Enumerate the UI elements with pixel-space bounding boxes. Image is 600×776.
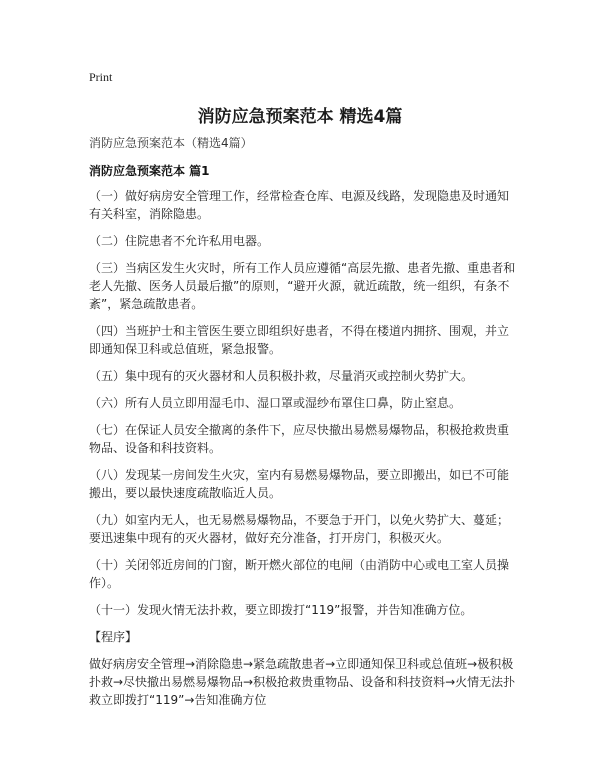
paragraph-item-4: （四）当班护士和主管医生要立即组织好患者，不得在楼道内拥挤、围观，并立即通知保卫科或总值班，紧急报警。	[89, 324, 510, 356]
paragraph-item-8: （八）发现某一房间发生火灾，室内有易燃易爆物品，要立即搬出，如已不可能搬出，要以最快速度疏散临近人员。	[89, 468, 510, 500]
paragraph-item-1: （一）做好病房安全管理工作，经常检查仓库、电源及线路，发现隐患及时通知有关科室，消除隐患。	[89, 189, 510, 221]
paragraph-item-9: （九）如室内无人，也无易燃易爆物品，不要急于开门，以免火势扩大、蔓延；要迅速集中现有的灭火器材，做好充分准备，打开房门，积极灭火。	[89, 513, 510, 545]
paragraph-item-3: （三）当病区发生火灾时，所有工作人员应遵循“高层先撤、患者先撤、重患者和老人先撤、医务人员最后撤”的原则，“避开火源，就近疏散，统一组织，有条不紊”，紧急疏散患者。	[89, 261, 516, 311]
document-subtitle: 消防应急预案范本（精选4篇）	[89, 136, 253, 150]
paragraph-item-6: （六）所有人员立即用湿毛巾、湿口罩或湿纱布罩住口鼻，防止窒息。	[89, 396, 462, 410]
paragraph-item-10: （十）关闭邻近房间的门窗，断开燃火部位的电闸（由消防中心或电工室人员操作）。	[89, 558, 510, 590]
section-heading: 消防应急预案范本 篇1	[89, 164, 210, 178]
print-label: Print	[89, 70, 113, 84]
paragraph-item-5: （五）集中现有的灭火器材和人员积极扑救，尽量消灭或控制火势扩大。	[89, 369, 474, 383]
paragraph-item-7: （七）在保证人员安全撤离的条件下，应尽快撤出易燃易爆物品，积极抢救贵重物品、设备和科技资料。	[89, 423, 510, 455]
paragraph-item-11: （十一）发现火情无法扑救，要立即拨打“119”报警，并告知准确方位。	[89, 603, 473, 617]
document-title: 消防应急预案范本 精选4篇	[197, 107, 403, 127]
procedure-flow: 做好病房安全管理→消除隐患→紧急疏散患者→立即通知保卫科或总值班→极积极扑救→尽快撤出易燃易爆物品→积极抢救贵重物品、设备和科技资料→火情无法扑救立即拨打“119”→告知准确方位	[89, 657, 516, 707]
procedure-heading: 【程序】	[89, 630, 138, 644]
document-body	[89, 187, 519, 709]
paragraph-item-2: （二）住院患者不允许私用电器。	[89, 234, 270, 248]
